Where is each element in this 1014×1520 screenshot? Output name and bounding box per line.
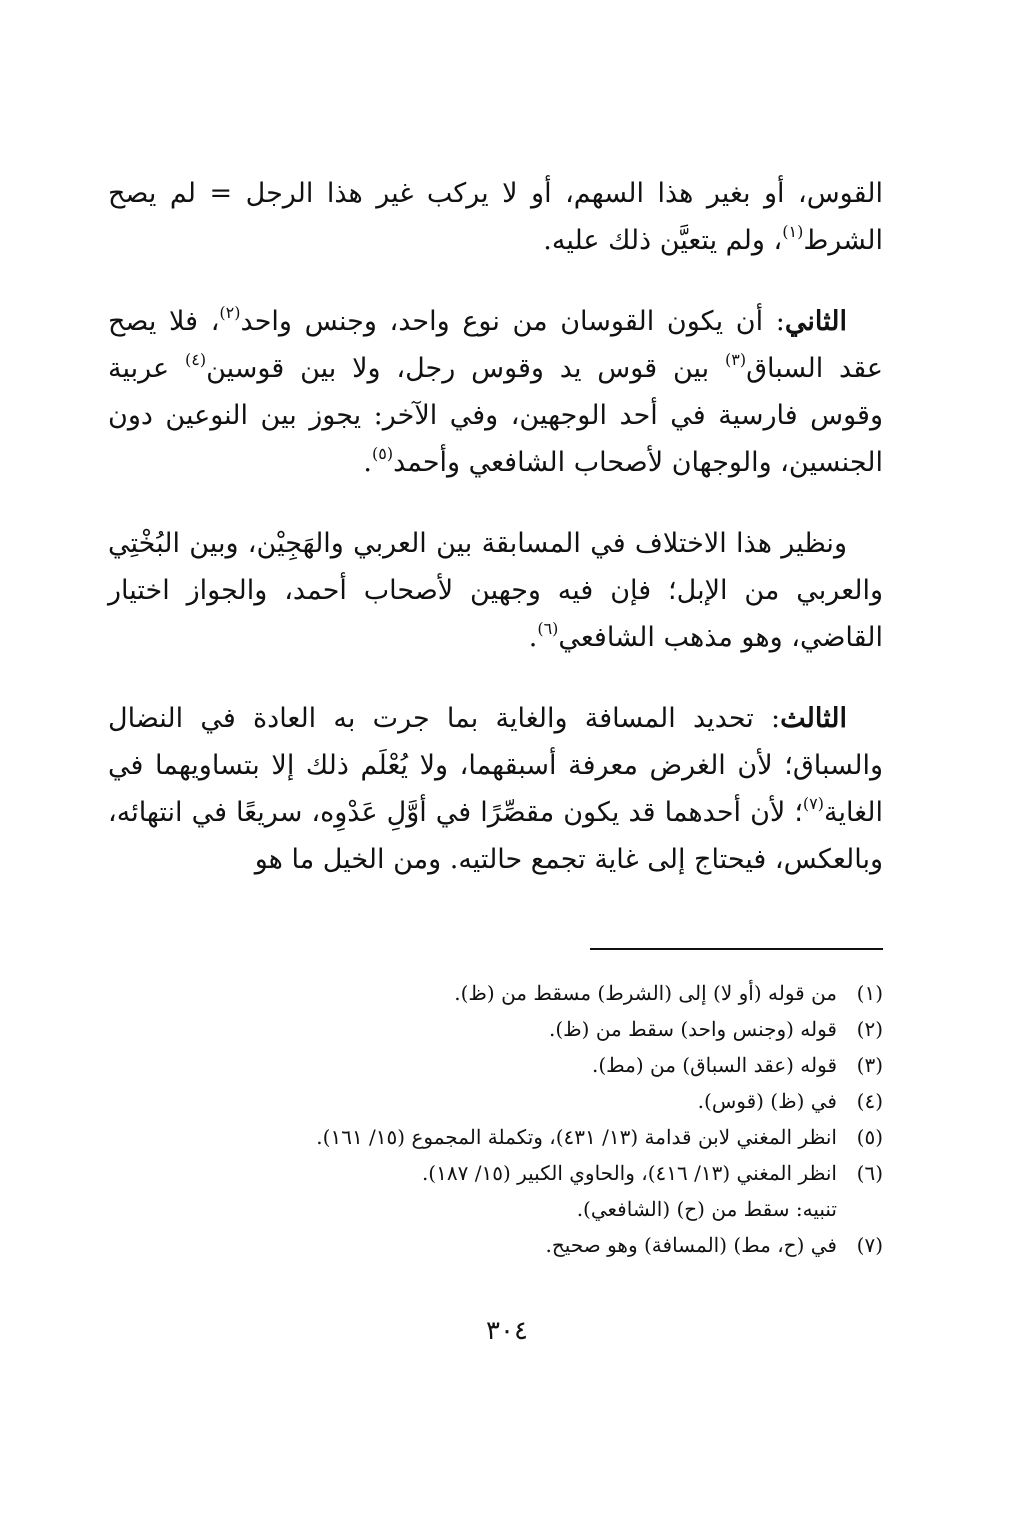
footnote-item <box>108 1119 883 1155</box>
text-run: . <box>528 622 538 653</box>
footnote-ref: (٥) <box>371 444 394 463</box>
text-run: بين قوس يد وقوس رجل، ولا بين قوسين <box>206 353 725 384</box>
footnote-number: (٢) <box>856 1017 883 1041</box>
footnote-ref: (٣) <box>725 350 747 369</box>
footnote-number: (٥) <box>856 1125 883 1149</box>
footnote-text: في (ح، مط) (المسافة) وهو صحيح. <box>545 1233 837 1257</box>
footnote-note <box>108 1191 883 1227</box>
footnote-text: في (ظ) (قوس). <box>697 1089 837 1113</box>
footnote-text: قوله (وجنس واحد) سقط من (ظ). <box>549 1017 837 1041</box>
text-run: عربية وقوس فارسية في أحد الوجهين، وفي الآخر: يجوز بين النوعين دون الجنسين، والوجهان لأصحاب الشافعي وأحمد <box>108 353 883 478</box>
footnote-number: (٦) <box>856 1161 883 1185</box>
footnote-item <box>108 975 883 1011</box>
footnote-separator <box>590 948 883 950</box>
footnote-text: قوله (عقد السباق) من (مط). <box>591 1053 837 1077</box>
footnote-ref: (٢) <box>219 303 241 322</box>
footnote-number: (٧) <box>856 1233 883 1257</box>
main-text <box>108 170 883 883</box>
footnote-item <box>108 1011 883 1047</box>
footnote-ref: (٦) <box>537 619 559 638</box>
footnote-number: (٤) <box>856 1089 883 1113</box>
paragraph <box>108 520 883 661</box>
footnote-ref: (٧) <box>802 794 825 813</box>
footnote-item <box>108 1083 883 1119</box>
footnote-text: من قوله (أو لا) إلى (الشرط) مسقط من (ظ). <box>454 981 837 1005</box>
text-run: ونظير هذا الاختلاف في المسابقة بين العربي والهَجِيْن، وبين البُخْتِي والعربي من الإبل؛ فإن فيه وجهين لأصحاب أحمد، والجواز اختيار القاضي، وهو مذهب الشافعي <box>108 528 883 653</box>
text-run: ، ولم يتعيَّن ذلك عليه. <box>543 225 783 256</box>
paragraph <box>108 695 883 883</box>
footnote-item <box>108 1227 883 1263</box>
footnote-item <box>108 1047 883 1083</box>
paragraph <box>108 298 883 486</box>
footnote-text: تنبيه: سقط من (ح) (الشافعي). <box>576 1197 837 1221</box>
text-run: : أن يكون القوسان من نوع واحد، وجنس واحد <box>240 306 785 337</box>
footnote-ref: (٤) <box>184 350 207 369</box>
paragraph-lead: الثالث <box>780 703 847 734</box>
paragraph-lead: الثاني <box>784 306 847 337</box>
footnote-text: انظر المغني (١٣/ ٤١٦)، والحاوي الكبير (١٥/ ١٨٧). <box>421 1161 837 1185</box>
text-run: ، فلا يصح عقد السباق <box>108 306 883 384</box>
text-run: ؛ لأن أحدهما قد يكون مقصِّرًا في أوَّلِ عَدْوِه، سريعًا في انتهائه، وبالعكس، فيحتاج إلى غاية تجمع حالتيه. ومن الخيل ما هو <box>108 797 883 875</box>
paragraph <box>108 170 883 264</box>
footnote-item <box>108 1155 883 1191</box>
page-number: ٣٠٤ <box>486 1316 528 1346</box>
text-run: . <box>363 447 372 478</box>
footnote-text: انظر المغني لابن قدامة (١٣/ ٤٣١)، وتكملة المجموع (١٥/ ١٦١). <box>316 1125 837 1149</box>
footnote-number: (١) <box>856 981 883 1005</box>
text-run: القوس، أو بغير هذا السهم، أو لا يركب غير هذا الرجل = لم يصح الشرط <box>108 178 883 256</box>
footnote-number: (٣) <box>856 1053 883 1077</box>
footnote-ref: (١) <box>782 222 804 241</box>
text-run: : تحديد المسافة والغاية بما جرت به العادة في النضال والسباق؛ لأن الغرض معرفة أسبقهما، ولا يُعْلَم ذلك إلا بتساويهما في الغاية <box>108 703 883 828</box>
footnotes <box>108 975 883 1263</box>
